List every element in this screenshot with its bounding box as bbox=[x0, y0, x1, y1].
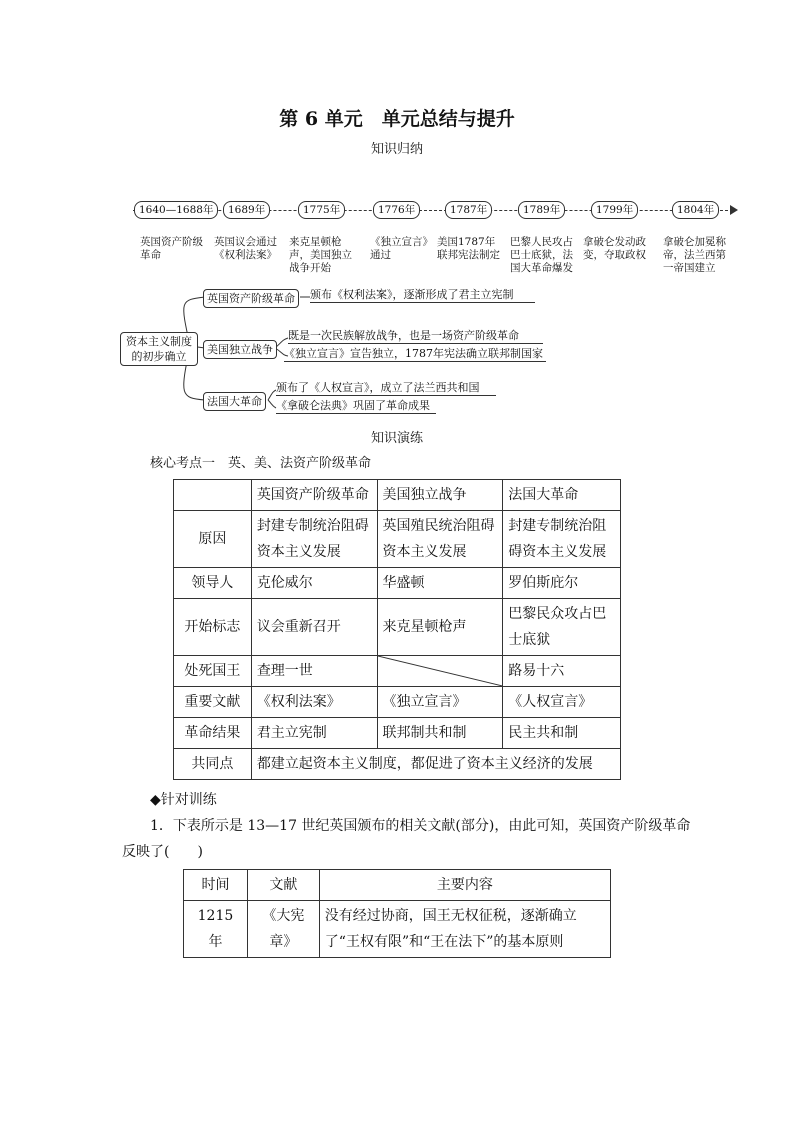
question-text-continued: 反映了( ) bbox=[122, 844, 203, 860]
timeline-year: 1689年 bbox=[223, 201, 270, 219]
mind-map-branch: 英国资产阶级革命 bbox=[203, 289, 299, 308]
mind-map-root: 资本主义制度的初步确立 bbox=[120, 332, 198, 366]
timeline-year: 1775年 bbox=[298, 201, 345, 219]
timeline-year: 1804年 bbox=[672, 201, 719, 219]
row-label: 处死国王 bbox=[174, 656, 252, 687]
table-row bbox=[174, 568, 621, 599]
timeline-event: 来克星顿枪声，美国独立战争开始 bbox=[289, 236, 352, 274]
table-cell: 封建专制统治阻碍资本主义发展 bbox=[251, 511, 377, 568]
row-label: 革命结果 bbox=[174, 718, 252, 749]
table-header-cell bbox=[174, 480, 252, 511]
table-cell: 英国殖民统治阻碍资本主义发展 bbox=[377, 511, 503, 568]
table-row bbox=[184, 901, 611, 958]
timeline-year: 1787年 bbox=[445, 201, 492, 219]
question-text: 1．下表所示是 13—17 世纪英国颁布的相关文献(部分)，由此可知，英国资产阶级革命 bbox=[150, 818, 691, 834]
table-header-cell: 主要内容 bbox=[319, 870, 610, 901]
table-row bbox=[174, 749, 621, 780]
timeline-year: 1789年 bbox=[518, 201, 565, 219]
mind-map-point: 《拿破仑法典》巩固了革命成果 bbox=[276, 399, 436, 414]
section-heading-summary: 知识归纳 bbox=[370, 142, 423, 157]
table-cell: 都建立起资本主义制度，都促进了资本主义经济的发展 bbox=[251, 749, 620, 780]
table-header-cell: 美国独立战争 bbox=[377, 480, 503, 511]
timeline-event: 英国资产阶级革命 bbox=[140, 236, 203, 261]
table-cell: 《权利法案》 bbox=[251, 687, 377, 718]
table-header-cell: 英国资产阶级革命 bbox=[251, 480, 377, 511]
diagonal-empty-cell bbox=[377, 656, 503, 687]
table-header-row bbox=[184, 870, 611, 901]
table-cell: 巴黎民众攻占巴士底狱 bbox=[503, 599, 621, 656]
documents-table bbox=[183, 869, 611, 958]
table-cell: 来克星顿枪声 bbox=[377, 599, 503, 656]
table-row bbox=[174, 718, 621, 749]
table-cell: 封建专制统治阻碍资本主义发展 bbox=[503, 511, 621, 568]
page-title: 第 6 单元 单元总结与提升 bbox=[279, 108, 515, 130]
table-header-cell: 法国大革命 bbox=[503, 480, 621, 511]
timeline-event: 美国1787年联邦宪法制定 bbox=[437, 236, 500, 261]
table-cell: 《大宪章》 bbox=[247, 901, 319, 958]
mind-map-point: 《独立宣言》宣告独立，1787年宪法确立联邦制国家 bbox=[284, 347, 546, 362]
table-cell: 克伦威尔 bbox=[251, 568, 377, 599]
table-cell: 没有经过协商，国王无权征税，逐渐确立了“王权有限”和“王在法下”的基本原则 bbox=[319, 901, 610, 958]
diagonal-line-icon bbox=[378, 656, 503, 686]
row-label: 领导人 bbox=[174, 568, 252, 599]
training-heading: ◆针对训练 bbox=[150, 792, 217, 808]
row-label: 共同点 bbox=[174, 749, 252, 780]
section-heading-practice: 知识演练 bbox=[370, 431, 423, 446]
table-cell: 《人权宣言》 bbox=[503, 687, 621, 718]
mind-map-branch: 法国大革命 bbox=[203, 392, 266, 411]
mind-map-branch: 美国独立战争 bbox=[203, 340, 277, 359]
table-cell: 联邦制共和制 bbox=[377, 718, 503, 749]
comparison-table bbox=[173, 479, 621, 780]
table-header-cell: 文献 bbox=[247, 870, 319, 901]
row-label: 开始标志 bbox=[174, 599, 252, 656]
mind-map-point: 既是一次民族解放战争，也是一场资产阶级革命 bbox=[288, 329, 543, 344]
table-cell: 华盛顿 bbox=[377, 568, 503, 599]
timeline-event: 《独立宣言》通过 bbox=[370, 236, 428, 261]
timeline-year: 1799年 bbox=[591, 201, 638, 219]
table-row bbox=[174, 599, 621, 656]
table-cell: 议会重新召开 bbox=[251, 599, 377, 656]
timeline-year: 1640—1688年 bbox=[134, 201, 218, 219]
table-header-row bbox=[174, 480, 621, 511]
table-header-cell: 时间 bbox=[184, 870, 248, 901]
table-row bbox=[174, 656, 621, 687]
table-cell: 罗伯斯庇尔 bbox=[503, 568, 621, 599]
table-row bbox=[174, 687, 621, 718]
table-cell: 查理一世 bbox=[251, 656, 377, 687]
timeline-year: 1776年 bbox=[373, 201, 420, 219]
table-cell: 民主共和制 bbox=[503, 718, 621, 749]
table-row bbox=[174, 511, 621, 568]
table-cell: 《独立宣言》 bbox=[377, 687, 503, 718]
timeline-event: 拿破仑发动政变，夺取政权 bbox=[583, 236, 646, 261]
mind-map-point: 颁布了《人权宣言》，成立了法兰西共和国 bbox=[276, 381, 496, 396]
timeline-event: 巴黎人民攻占巴士底狱，法国大革命爆发 bbox=[510, 236, 573, 274]
timeline-event: 英国议会通过《权利法案》 bbox=[214, 236, 277, 261]
timeline-event: 拿破仑加冕称帝，法兰西第一帝国建立 bbox=[663, 236, 726, 274]
table-cell: 君主立宪制 bbox=[251, 718, 377, 749]
keypoint-title: 核心考点一 英、美、法资产阶级革命 bbox=[150, 456, 372, 471]
table-cell: 1215 年 bbox=[184, 901, 248, 958]
row-label: 原因 bbox=[174, 511, 252, 568]
row-label: 重要文献 bbox=[174, 687, 252, 718]
mind-map-point: 颁布《权利法案》，逐渐形成了君主立宪制 bbox=[310, 288, 535, 303]
table-cell: 路易十六 bbox=[503, 656, 621, 687]
